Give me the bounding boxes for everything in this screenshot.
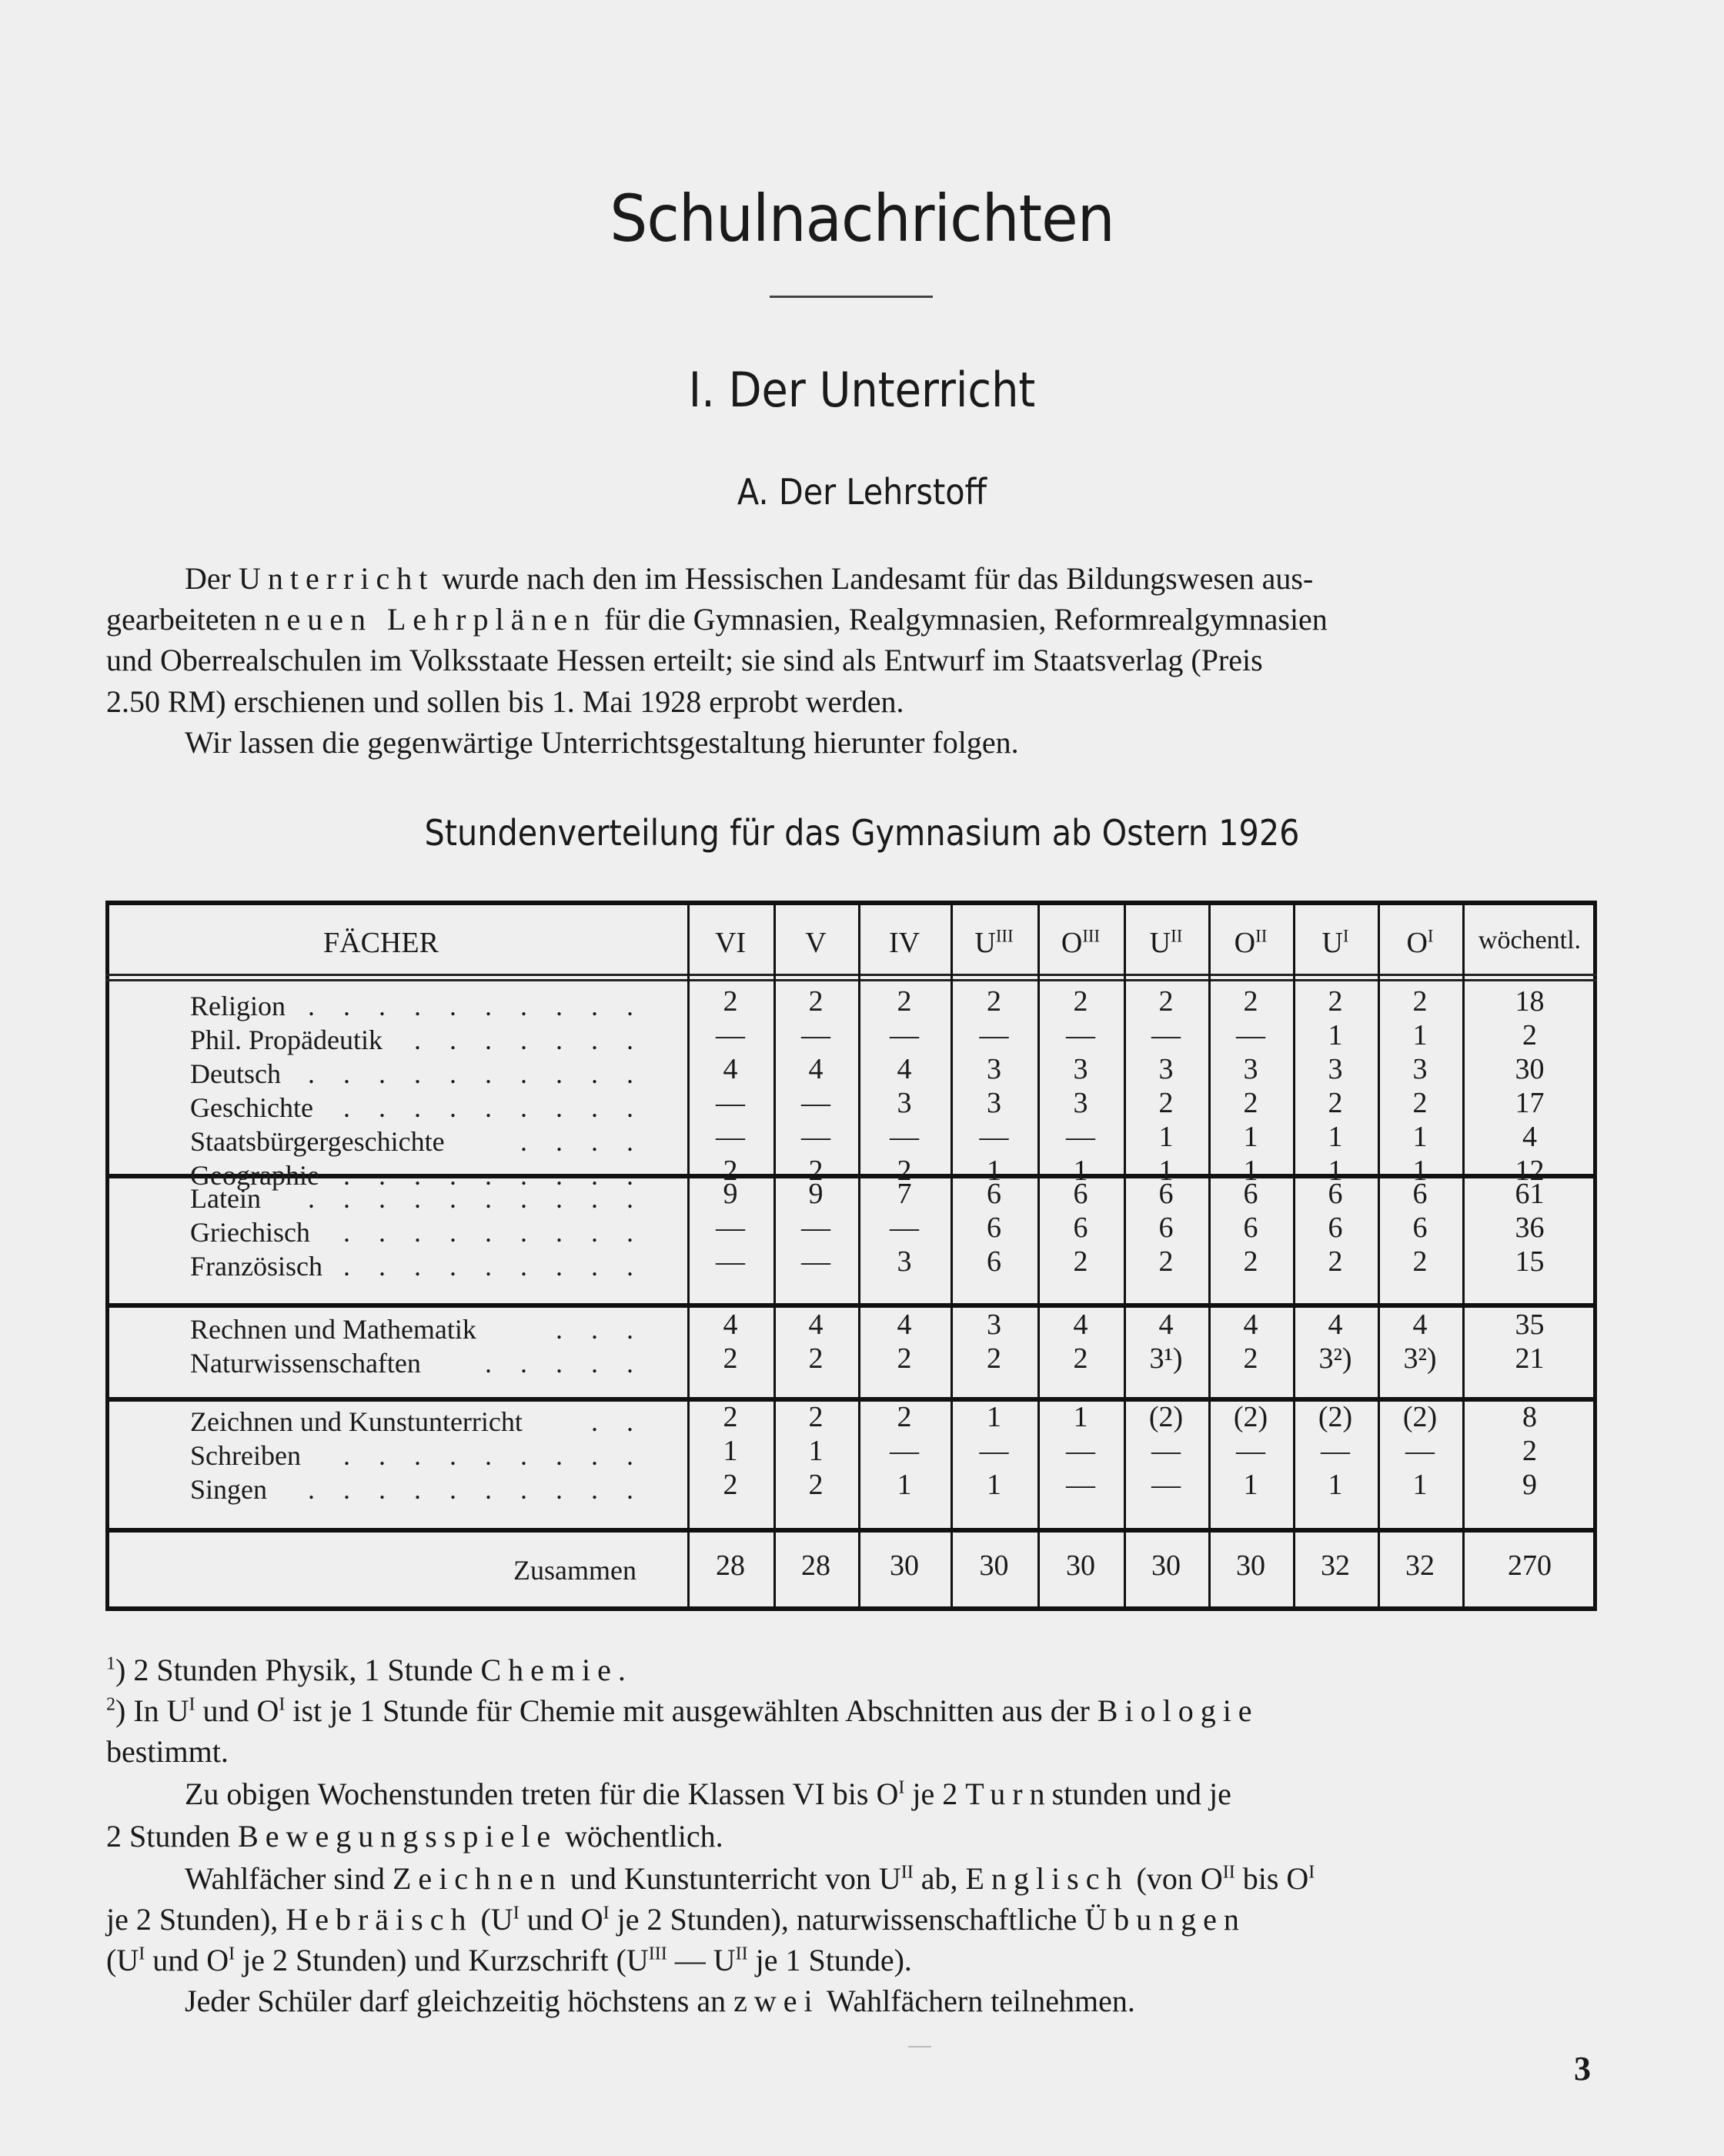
hours-cell: 1 (1328, 1469, 1343, 1501)
column-header (1037, 926, 1124, 960)
hours-cell: 2 (1243, 1245, 1258, 1278)
hours-cell: 3 (1412, 1053, 1428, 1085)
hours-cell: 1 (1243, 1469, 1258, 1501)
hours-cell: 1 (1328, 1155, 1343, 1187)
leader-dots: . . . . . . . . . (343, 1217, 644, 1248)
superscript: II (735, 1944, 748, 1964)
hours-cell: 2 (897, 1155, 912, 1187)
hours-cell: 4 (897, 1053, 912, 1085)
hours-cell: 2 (897, 1401, 912, 1433)
subject-name: Staatsbürgergeschichte (190, 1126, 445, 1157)
hours-cell: 2 (897, 985, 912, 1018)
hours-cell: 9 (723, 1178, 738, 1210)
subject-label (190, 1439, 644, 1472)
hours-cell: 2 (1073, 985, 1088, 1018)
leader-dots: . . . . . . . . . (343, 1251, 644, 1282)
superscript: I (898, 1777, 905, 1798)
hours-cell: 1 (1412, 1019, 1428, 1051)
hours-cell: — (890, 1435, 919, 1467)
subject-label (190, 989, 644, 1023)
hours-cell: 6 (1158, 1178, 1174, 1210)
wahl-paragraph-line-2 (106, 1901, 1599, 1937)
hours-cell: (2) (1233, 1401, 1268, 1433)
subject-name: Zeichnen und Kunstunterricht (190, 1406, 523, 1437)
leader-dots: . . . (556, 1314, 644, 1345)
hours-cell: 4 (1243, 1309, 1258, 1341)
hours-cell: 2 (1522, 1435, 1537, 1467)
subsection-heading: A. Der Lehrstoff (737, 471, 987, 513)
leader-dots: . . . . . . . . . . (308, 1058, 644, 1089)
hours-cell: 3 (987, 1309, 1001, 1341)
hours-cell: (2) (1148, 1401, 1184, 1433)
text: bis O (1235, 1861, 1309, 1896)
hours-cell: 2 (1328, 985, 1343, 1018)
text: und O (195, 1693, 279, 1728)
hours-cell: 3 (1073, 1087, 1088, 1119)
leader-dots: . . . . . (485, 1348, 644, 1379)
subject-label (190, 1312, 644, 1346)
subject-name: Geschichte (190, 1092, 313, 1123)
column-header-text: IV (888, 927, 920, 959)
subject-name: Religion (190, 991, 286, 1021)
intro-line-1 (185, 560, 1599, 597)
spaced-text: Unterricht (238, 561, 435, 596)
hours-cell: 2 (1158, 1087, 1174, 1119)
hours-cell: — (801, 1212, 830, 1244)
hours-cell: 36 (1515, 1212, 1545, 1244)
leader-dots: . . . . . . . . . . (308, 1474, 644, 1505)
page-number: 3 (1574, 2050, 1591, 2087)
hours-cell: 1 (723, 1435, 738, 1467)
total-cell: 30 (1236, 1549, 1265, 1582)
hours-cell: 2 (723, 1469, 738, 1501)
text: je 2 Stunden), naturwissenschaftliche (609, 1902, 1085, 1937)
hours-cell: 6 (987, 1212, 1001, 1244)
hours-cell: 6 (1412, 1178, 1428, 1210)
hours-cell: 3 (987, 1053, 1001, 1085)
hours-cell: 3 (1328, 1053, 1343, 1085)
column-header-text: U (974, 927, 996, 959)
subject-label (190, 1091, 644, 1125)
hours-cell: 1 (1412, 1469, 1428, 1501)
column-header-text: O (1234, 927, 1256, 959)
text: wöchentlich. (557, 1819, 723, 1853)
hours-cell: 6 (1073, 1212, 1088, 1244)
hours-cell: 6 (987, 1178, 1001, 1210)
text: je 2 Stunden) und Kurzschrift (U (235, 1943, 649, 1977)
subject-label (190, 1125, 644, 1158)
hours-cell: 6 (987, 1245, 1001, 1278)
text: und Kunstunterricht von U (562, 1861, 901, 1896)
subject-label (190, 1249, 644, 1283)
column-header-sup: III (995, 926, 1014, 946)
column-header (1293, 926, 1378, 960)
leader-dots: . . . . . . . . . . (308, 991, 644, 1021)
intro-line-3: und Oberrealschulen im Volksstaate Hessen erteilt; sie sind als Entwurf im Staatsverlag (Preis (106, 643, 1263, 677)
leader-dots: . . . . . . . . . . (308, 1183, 644, 1214)
subject-name: Naturwissenschaften (190, 1348, 421, 1379)
text: Der (185, 561, 239, 596)
total-cell: 32 (1405, 1549, 1435, 1582)
hours-cell: (2) (1402, 1401, 1438, 1433)
total-cell: 30 (1066, 1549, 1095, 1582)
leader-dots: . . (591, 1406, 644, 1437)
hours-cell: — (1066, 1469, 1095, 1501)
subject-label (190, 1472, 644, 1506)
hours-cell: 2 (897, 1342, 912, 1375)
hours-cell: 2 (1243, 985, 1258, 1018)
total-cell: 30 (979, 1549, 1009, 1582)
subject-name: Deutsch (190, 1058, 281, 1089)
hours-cell: — (1236, 1019, 1265, 1051)
hours-cell: 3 (1158, 1053, 1174, 1085)
superscript: I (1308, 1862, 1315, 1883)
hours-cell: 2 (808, 1155, 824, 1187)
leader-dots: . . . . . . . (414, 1025, 644, 1055)
superscript: I (229, 1944, 236, 1964)
turn-paragraph-line-1 (185, 1776, 1678, 1812)
footnote-1 (106, 1652, 1599, 1688)
turn-paragraph-line-2 (106, 1818, 1599, 1854)
text: Jeder Schüler darf gleichzeitig höchstens an (185, 1984, 734, 2018)
spaced-text: Englisch (965, 1861, 1129, 1896)
hours-cell: 2 (1328, 1245, 1343, 1278)
subject-name: Schreiben (190, 1440, 301, 1471)
hours-cell: — (1066, 1121, 1095, 1153)
subject-label (190, 1182, 644, 1215)
leader-dots: . . . . . . . . . (343, 1440, 644, 1471)
text: stunden und je (1051, 1777, 1231, 1811)
column-header-text: O (1406, 927, 1428, 959)
spaced-text: Zeichnen (393, 1861, 563, 1896)
hours-cell: 9 (808, 1178, 824, 1210)
hours-cell: 30 (1515, 1053, 1545, 1085)
hours-cell: 17 (1515, 1087, 1545, 1119)
hours-cell: — (1151, 1469, 1181, 1501)
hours-cell: 3 (1243, 1053, 1258, 1085)
subject-name: Rechnen und Mathematik (190, 1314, 476, 1345)
text: je 1 Stunde). (747, 1943, 912, 1977)
hours-cell: 2 (1243, 1342, 1258, 1375)
subject-label (190, 1405, 644, 1439)
text: Wahlfächern teilnehmen. (819, 1984, 1135, 2018)
hours-cell: 2 (723, 1155, 738, 1187)
column-header-text: VI (714, 927, 747, 959)
hours-cell: 1 (1412, 1121, 1428, 1153)
total-cell: 28 (716, 1549, 745, 1582)
column-header (1462, 926, 1597, 955)
subject-label (190, 1346, 644, 1380)
text: . (617, 1653, 626, 1687)
hours-cell: 6 (1243, 1212, 1258, 1244)
column-header (951, 926, 1037, 960)
column-header-sup: II (1255, 926, 1268, 946)
hours-cell: 6 (1243, 1178, 1258, 1210)
hours-cell: 6 (1328, 1178, 1343, 1210)
text: wurde nach den im Hessischen Landesamt für das Bildungswesen aus- (434, 561, 1314, 596)
hours-cell: — (716, 1212, 745, 1244)
hours-cell: — (890, 1019, 919, 1051)
hours-cell: (2) (1318, 1401, 1353, 1433)
subject-label (190, 1057, 644, 1091)
intro-line-5: Wir lassen die gegenwärtige Unterrichtsgestaltung hierunter folgen. (185, 725, 1019, 760)
table-bottom-rule (105, 1606, 1597, 1611)
text: und O (519, 1902, 603, 1937)
text: Wahlfächer sind (185, 1861, 393, 1896)
hours-cell: 3²) (1403, 1342, 1437, 1375)
total-cell: 30 (890, 1549, 919, 1582)
spaced-text: Turn (965, 1777, 1052, 1811)
subject-name: Französisch (190, 1251, 322, 1282)
column-header (1378, 926, 1462, 960)
hours-cell: 3¹) (1149, 1342, 1183, 1375)
hours-cell: — (1151, 1435, 1181, 1467)
hours-cell: 2 (1412, 1087, 1428, 1119)
text: (U (106, 1943, 139, 1977)
section-heading: I. Der Unterricht (688, 362, 1036, 418)
column-header-text: FÄCHER (323, 927, 439, 959)
total-cell: 30 (1151, 1549, 1181, 1582)
hours-cell: 4 (1522, 1121, 1537, 1153)
hours-cell: — (1151, 1019, 1181, 1051)
hours-cell: — (801, 1019, 830, 1051)
hours-cell: 4 (808, 1053, 824, 1085)
hours-cell: 1 (1073, 1401, 1088, 1433)
hours-cell: 2 (808, 1469, 824, 1501)
column-header-text: wöchentl. (1478, 926, 1582, 954)
subject-name: Phil. Propädeutik (190, 1025, 383, 1055)
hours-cell: 4 (808, 1309, 824, 1341)
hours-cell: 4 (1158, 1309, 1174, 1341)
hours-cell: 61 (1515, 1178, 1545, 1210)
text: je 2 (904, 1777, 966, 1811)
table-title: Stundenverteilung für das Gymnasium ab Ostern 1926 (424, 812, 1300, 854)
text: ) In U (115, 1693, 189, 1728)
jeder-paragraph (185, 1983, 1678, 2019)
spaced-text: Übungen (1084, 1902, 1246, 1937)
column-header-text: U (1149, 927, 1171, 959)
subject-name: Griechisch (190, 1217, 310, 1248)
hours-cell: — (1321, 1435, 1350, 1467)
leader-dots: . . . . (520, 1126, 644, 1157)
text: für die Gymnasien, Realgymnasien, Reformrealgymnasien (596, 602, 1328, 637)
hours-cell: 2 (987, 1342, 1001, 1375)
column-header (1208, 926, 1293, 960)
hours-cell: — (716, 1245, 745, 1278)
hours-cell: — (979, 1435, 1009, 1467)
column-header (1124, 926, 1208, 960)
hours-cell: 4 (723, 1309, 738, 1341)
hours-cell: 9 (1522, 1469, 1537, 1501)
hours-cell: — (801, 1245, 830, 1278)
text: (U (473, 1902, 513, 1937)
text: ) 2 Stunden Physik, 1 Stunde (115, 1653, 481, 1687)
hours-cell: — (1066, 1019, 1095, 1051)
superscript: II (1222, 1862, 1235, 1883)
hours-cell: — (1236, 1435, 1265, 1467)
text: 2 Stunden (106, 1819, 239, 1853)
hours-cell: 2 (1073, 1245, 1088, 1278)
hours-cell: — (716, 1087, 745, 1119)
hours-cell: 2 (808, 985, 824, 1018)
subject-label (190, 1215, 644, 1249)
superscript: I (513, 1903, 520, 1924)
hours-cell: — (1405, 1435, 1435, 1467)
subject-name: Latein (190, 1183, 261, 1214)
leader-dots: . . . . . . . . . (343, 1092, 644, 1123)
hours-cell: 2 (1073, 1342, 1088, 1375)
hours-cell: — (1066, 1435, 1095, 1467)
wahl-paragraph-line-3 (106, 1942, 1599, 1978)
column-header (858, 926, 951, 960)
hours-cell: — (801, 1087, 830, 1119)
intro-line-4: 2.50 RM) erschienen und sollen bis 1. Mai 1928 erprobt werden. (106, 684, 904, 719)
superscript: I (139, 1944, 145, 1964)
hours-cell: 4 (897, 1309, 912, 1341)
column-header (773, 926, 858, 960)
hours-cell: — (716, 1019, 745, 1051)
total-cell: 270 (1508, 1549, 1552, 1582)
leader-dots: . . . . . . . . . (343, 1160, 644, 1191)
hours-cell: 6 (1073, 1178, 1088, 1210)
subject-name: Singen (190, 1474, 268, 1505)
text: — U (667, 1943, 736, 1977)
hours-cell: 2 (808, 1401, 824, 1433)
hours-cell: 1 (987, 1469, 1001, 1501)
column-header-sup: I (1427, 926, 1434, 946)
hours-cell: 35 (1515, 1309, 1545, 1341)
text: und O (145, 1943, 229, 1977)
hours-cell: 3 (897, 1087, 912, 1119)
hours-cell: — (890, 1121, 919, 1153)
spaced-text: zwei (733, 1984, 820, 2018)
text: je 2 Stunden), (106, 1902, 286, 1937)
superscript: I (603, 1903, 610, 1924)
text: gearbeiteten (106, 602, 265, 637)
hours-cell: — (890, 1212, 919, 1244)
hours-cell: 1 (1412, 1155, 1428, 1187)
text: ist je 1 Stunde für Chemie mit ausgewählten Abschnitten aus der (285, 1693, 1098, 1728)
hours-cell: 4 (1073, 1309, 1088, 1341)
spaced-text: Chemie (480, 1653, 618, 1687)
hours-cell: 2 (1522, 1019, 1537, 1051)
hours-cell: 1 (1328, 1121, 1343, 1153)
hours-cell: 2 (1243, 1087, 1258, 1119)
spaced-text: neuen Lehrplänen (264, 602, 597, 637)
hours-cell: 2 (1328, 1087, 1343, 1119)
hours-cell: 2 (987, 985, 1001, 1018)
column-header-text: O (1061, 927, 1083, 959)
hours-cell: 8 (1522, 1401, 1537, 1433)
hours-cell: 3 (987, 1087, 1001, 1119)
subject-label (190, 1023, 644, 1057)
hours-cell: 1 (987, 1155, 1001, 1187)
hours-cell: 2 (1412, 1245, 1428, 1278)
hours-cell: 6 (1328, 1212, 1343, 1244)
hours-cell: 6 (1412, 1212, 1428, 1244)
hours-cell: 6 (1158, 1212, 1174, 1244)
hours-cell: 1 (987, 1401, 1001, 1433)
superscript: II (900, 1862, 914, 1883)
text: Zu obigen Wochenstunden treten für die Klassen VI bis O (185, 1777, 899, 1811)
total-cell: 28 (801, 1549, 830, 1582)
spaced-text: Bewegungsspiele (238, 1819, 558, 1853)
intro-line-2 (106, 601, 1599, 637)
hours-cell: 1 (1328, 1019, 1343, 1051)
column-header (323, 926, 439, 960)
column-header-sup: I (1342, 926, 1349, 946)
footnote-mark: 1 (106, 1653, 115, 1674)
superscript: III (648, 1944, 667, 1964)
hours-cell: 1 (808, 1435, 824, 1467)
wahl-paragraph-line-1 (185, 1860, 1678, 1897)
hours-cell: 1 (1073, 1155, 1088, 1187)
hours-cell: 2 (808, 1342, 824, 1375)
hours-cell: 1 (1243, 1121, 1258, 1153)
title-divider (770, 296, 933, 298)
total-cell: 32 (1321, 1549, 1350, 1582)
hours-cell: 21 (1515, 1342, 1545, 1375)
hours-cell: 1 (1158, 1155, 1174, 1187)
hours-cell: 2 (723, 1342, 738, 1375)
total-label: Zusammen (513, 1555, 636, 1586)
hours-cell: 12 (1515, 1155, 1545, 1187)
page-title: Schulnachrichten (610, 181, 1114, 256)
spaced-text: Hebräisch (286, 1902, 473, 1937)
hours-cell: 18 (1515, 985, 1545, 1018)
hours-cell: 2 (1412, 985, 1428, 1018)
hours-cell: 1 (897, 1469, 912, 1501)
header-separator (105, 974, 1597, 981)
subject-name: Geographie (190, 1160, 319, 1191)
hours-cell: 3²) (1318, 1342, 1352, 1375)
hours-cell: — (716, 1121, 745, 1153)
column-header (687, 926, 773, 960)
column-header-text: U (1321, 927, 1343, 959)
column-header-text: V (805, 927, 827, 959)
hours-cell: 3 (1073, 1053, 1088, 1085)
spaced-text: Biologie (1097, 1693, 1259, 1728)
hours-cell: 4 (1328, 1309, 1343, 1341)
hours-cell: 2 (723, 985, 738, 1018)
hours-cell: 2 (723, 1401, 738, 1433)
column-header-sup: III (1082, 926, 1101, 946)
text: (von O (1128, 1861, 1223, 1896)
hours-cell: 1 (1158, 1121, 1174, 1153)
printer-mark (908, 2046, 931, 2047)
hours-cell: 15 (1515, 1245, 1545, 1278)
hours-cell: 4 (723, 1053, 738, 1085)
hours-cell: 2 (1158, 985, 1174, 1018)
hours-cell: — (979, 1121, 1009, 1153)
footnote-2: $^2$) In $U^I$ und $O^I$ ist je 1 Stunde für Chemie mit ausgewählten Abschnitten aus der Biologie (106, 1693, 1259, 1728)
hours-cell: 4 (1412, 1309, 1428, 1341)
hours-cell: 1 (1243, 1155, 1258, 1187)
text: ab, (913, 1861, 966, 1896)
hours-cell: — (801, 1121, 830, 1153)
hours-cell: 2 (1158, 1245, 1174, 1278)
hours-cell: 3 (897, 1245, 912, 1278)
footnote-2-cont: bestimmt. (106, 1734, 229, 1769)
column-header-sup: II (1171, 926, 1183, 946)
table-top-rule (105, 901, 1597, 905)
hours-cell: — (979, 1019, 1009, 1051)
hours-cell: 7 (897, 1178, 912, 1210)
footnote-mark: 2 (106, 1694, 115, 1715)
group-separator (105, 1528, 1597, 1533)
